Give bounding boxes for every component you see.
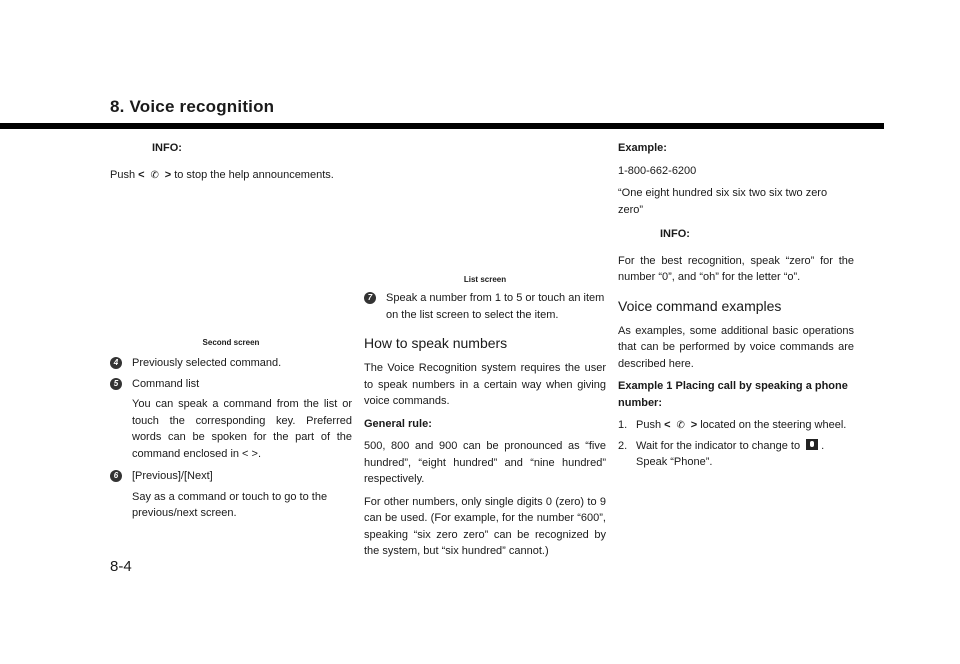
column-right <box>618 140 854 475</box>
list-item <box>110 376 352 393</box>
step-number: 1. <box>618 419 628 431</box>
step-text: Push <box>636 419 662 431</box>
push-instruction <box>110 167 352 184</box>
step-text: Wait for the indicator to change to <box>636 439 801 452</box>
section-heading: Voice command examples <box>618 297 782 314</box>
paragraph: 500, 800 and 900 can be pronounced as “five hundred”, “eight hundred” and “nine hundred” respectively. <box>364 440 606 485</box>
figure-second-screen <box>110 189 352 337</box>
step-text: . <box>821 439 825 452</box>
paragraph: As examples, some additional basic operations that can be performed by voice commands are described here. <box>618 324 854 370</box>
general-rule-label: General rule: <box>364 417 432 430</box>
list-item <box>364 290 606 323</box>
item-text: [Previous]/[Next] <box>132 470 213 482</box>
item-text: Command list <box>132 377 200 390</box>
example-spoken: “One eight hundred six six two six two zero zero” <box>618 187 828 216</box>
section-heading: How to speak numbers <box>364 335 508 351</box>
push-suffix: to stop the help announcements. <box>174 168 334 181</box>
callout-number: 5 <box>110 378 122 390</box>
figure-caption: List screen <box>463 275 507 284</box>
info-label: INFO: <box>660 228 690 240</box>
step-2 <box>618 438 854 471</box>
chapter-rule <box>0 123 884 129</box>
list-item <box>110 468 352 485</box>
voice-indicator-icon <box>806 439 818 450</box>
talk-phone-icon: ✆ <box>676 420 685 431</box>
item-description: You can speak a command from the list or touch the corresponding key. Preferred words can be spoken for the part of the command enclosed in < >. <box>132 398 352 460</box>
page-number: 8-4 <box>110 558 132 575</box>
info-text: For the best recognition, speak “zero” for the number “0”, and “oh” for the letter “o”. <box>618 254 854 283</box>
step-text: Speak “Phone”. <box>636 456 713 468</box>
bracket-open: < <box>138 168 145 181</box>
figure-list-screen <box>364 140 606 274</box>
list-item <box>110 355 352 372</box>
figure-caption: Second screen <box>202 338 260 347</box>
column-middle <box>364 140 606 566</box>
item-text: Speak a number from 1 to 5 or touch an item on the list screen to select the item. <box>386 292 605 321</box>
step-1 <box>618 417 854 434</box>
step-number: 2. <box>618 439 628 452</box>
column-left <box>110 140 352 528</box>
bracket-close: > <box>690 419 698 431</box>
item-description: Say as a command or touch to go to the previous/next screen. <box>132 490 328 519</box>
bracket-close: > <box>164 168 172 181</box>
example-number: 1-800-662-6200 <box>618 164 697 177</box>
info-label: INFO: <box>152 142 182 154</box>
callout-number: 4 <box>110 357 122 369</box>
item-text: Previously selected command. <box>132 357 282 369</box>
chapter-title: 8. Voice recognition <box>110 97 275 116</box>
example-title: Example 1 Placing call by speaking a phone number: <box>618 380 848 409</box>
callout-number: 7 <box>364 292 376 304</box>
bracket-open: < <box>664 419 671 431</box>
callout-number: 6 <box>110 470 122 482</box>
example-label: Example: <box>618 142 667 154</box>
paragraph: The Voice Recognition system requires the user to speak numbers in a certain way when giving voice commands. <box>364 362 606 407</box>
paragraph: For other numbers, only single digits 0 (zero) to 9 can be used. (For example, for the number “600”, speaking “six zero zero” can be recognized by the system, but “six hundred” cannot.) <box>364 495 606 557</box>
push-prefix: Push <box>110 168 136 181</box>
talk-phone-icon: ✆ <box>150 169 159 181</box>
step-text: located on the steering wheel. <box>700 419 847 431</box>
